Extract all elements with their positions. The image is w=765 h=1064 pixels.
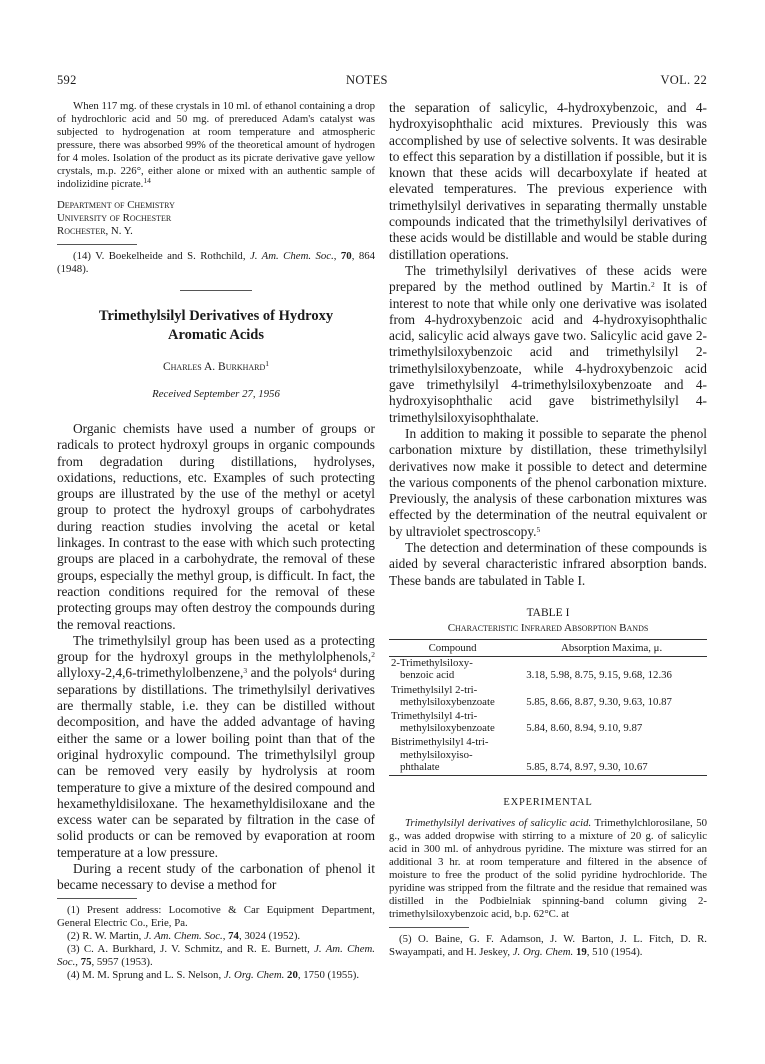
text: It is of interest to note that while only one derivative was isolated from 4-hydroxybenzoic acid and 4-hydroxyisophthalic acid, salicylic acid always gave two. Salicylic acid gave 2-trimethylsiloxybenzoic acid and trimethylsilyl 2-trimethylsiloxybenzoate, while 4-hydroxybenzoic acid gave trimethylsilyl 4-trimethylsiloxybenzoate and 4-hydroxyisophthalic acid gave bistrimethylsilyl 4-trimethylsiloxyisophthalate.	[389, 279, 708, 425]
text: during separations by distillations. The trimethylsilyl derivatives are thermally stable, i.e. they can be distilled without decomposition, and have the added advantage of having either the same or a lower boiling point than that of the original hydroxylic compound. The trimethylsilyl group can be removed very easily by hydrolysis at room temperature to give a mixture of the desired compound and hexamethyldisiloxane. The hexamethyldisiloxane and the excess water can be separated by filtration in the case of solid products or can be removed by evaporation at room temperature at a low pressure.	[57, 665, 375, 860]
footnotes	[389, 933, 707, 959]
fn-volume: 74	[228, 929, 239, 942]
compound-line: methylsiloxyiso-	[400, 748, 473, 761]
experimental-text: Trimethylchlorosilane, 50 g., was added dropwise with stirring to a mixture of 20 g. of salicylic acid in 300 ml. of anhydrous pyridine. The mixture was stirred for an additional 3 hr. at room temperature and filtered in the absence of moisture to free the product of the solid pyridine hydrochloride. The pyridine was stripped from the filtrate and the residue that remained was distilled in the Podbielniak spinning-band column giving 2-trimethylsiloxybenzoic acid, b.p. 62°C. at	[389, 816, 708, 920]
compound-line: methylsiloxybenzoate	[400, 722, 495, 735]
compound-cell	[389, 710, 516, 736]
affiliation-line: University of Rochester	[57, 212, 172, 224]
absorption-table	[389, 639, 707, 776]
right-column	[389, 100, 707, 959]
experimental-paragraph	[389, 817, 707, 921]
compound-line: 2-Trimethylsiloxy-	[391, 657, 473, 670]
fn-text: , 5957 (1953).	[91, 955, 153, 968]
fn-text: , 864 (1948).	[57, 250, 376, 275]
article-author	[57, 361, 375, 374]
compound-line: Trimethylsilyl 2-tri-	[391, 683, 478, 696]
fn-volume: 75	[80, 955, 92, 968]
article-separator	[180, 290, 252, 291]
text: The trimethylsilyl derivatives of these acids were prepared by the method outlined by Martin.	[389, 262, 707, 295]
affiliation-block	[57, 199, 375, 238]
footnote-rule	[389, 927, 469, 928]
compound-cell	[389, 684, 516, 710]
fn-text: , 510 (1954).	[586, 945, 643, 958]
footnote-ref: 14	[143, 176, 151, 185]
preceding-article-ending	[57, 100, 375, 191]
table-row	[389, 657, 707, 684]
footnote-ref: 1	[265, 359, 270, 368]
paragraph: The detection and determination of these compounds is aided by several characteristic infrared absorption bands. These bands are tabulated in Table I.	[389, 540, 707, 588]
affiliation-line: Department of Chemistry	[57, 199, 175, 211]
table-row	[389, 736, 707, 775]
compound-line: Bistrimethylsilyl 4-tri-	[391, 736, 489, 749]
fn-text: (3) C. A. Burkhard, J. V. Schmitz, and R. E. Burnett,	[67, 942, 315, 955]
article-title: Trimethylsilyl Derivatives of Hydroxy Aromatic Acids	[98, 308, 334, 343]
fn-text: (5) O. Baine, G. F. Adamson, J. W. Barton, J. L. Fitch, D. R. Swayampati, and H. Jeskey,	[389, 932, 707, 958]
paragraph: the separation of salicylic, 4-hydroxybenzoic, and 4-hydroxyisophthalic acid mixtures. Previously this was accomplished by use of selective solvents. It was desirable to effect this separation by a distillation if possible, but it is known that these acids will decarboxylate if heated at elevated temperatures. The previous experience with trimethylsilyl derivatives in separating thermally unstable compounds indicated that the trimethylsilyl derivatives of these acids would be distillable and would be stable during distillation operations.	[389, 100, 707, 262]
footnote-rule	[57, 244, 137, 245]
received-date: Received September 27, 1956	[152, 388, 280, 400]
left-column	[57, 100, 375, 982]
absorption-cell: 5.84, 8.60, 8.94, 9.10, 9.87	[526, 722, 643, 735]
fn-text: , 1750 (1955).	[297, 968, 360, 981]
affiliation-line: Rochester, N. Y.	[57, 225, 133, 237]
fn-text: ,	[75, 955, 81, 968]
volume-number: VOL. 22	[660, 73, 707, 87]
compound-cell	[389, 736, 516, 775]
footnote-14	[57, 250, 375, 276]
footnote-ref: 2	[650, 280, 655, 290]
fn-journal: J. Org. Chem.	[223, 968, 285, 981]
compound-cell	[389, 657, 516, 684]
compound-line: Trimethylsilyl 4-tri-	[391, 709, 478, 722]
fn-text: (4) M. M. Sprung and L. S. Nelson,	[67, 968, 224, 981]
footnote-1	[57, 904, 375, 930]
table-row	[389, 710, 707, 736]
fn-journal: J. Org. Chem.	[512, 945, 574, 958]
footnote-5	[389, 933, 707, 959]
absorption-cell: 3.18, 5.98, 8.75, 9.15, 9.68, 12.36	[526, 669, 672, 682]
fn-text: (14) V. Boekelheide and S. Rothchild,	[73, 250, 250, 262]
text: In addition to making it possible to separate the phenol carbonation mixture by distillation, these trimethylsilyl derivatives now make it possible to detect and determine the various components of the phenol carbonation mixture. Previously, the analysis of these carbonation mixtures was effected by the determination of the neutral equivalent or by ultraviolet spectroscopy.	[389, 425, 707, 539]
fn-journal: J. Am. Chem. Soc.	[249, 250, 334, 262]
author-name: Charles A. Burkhard	[162, 361, 266, 373]
fn-volume: 20	[287, 968, 298, 981]
absorption-cell: 5.85, 8.74, 8.97, 9.30, 10.67	[516, 736, 707, 775]
footnote-ref: 2	[371, 650, 375, 660]
footnote-ref: 5	[536, 524, 541, 534]
fn-text: ,	[333, 250, 341, 262]
fn-text: (2) R. W. Martin,	[67, 929, 145, 942]
footnote-ref: 4	[332, 666, 337, 676]
fn-journal: J. Am. Chem. Soc.	[57, 942, 375, 968]
footnote-3	[57, 943, 375, 969]
text: allyloxy-2,4,6-trimethylolbenzene,	[57, 665, 244, 681]
fn-journal: J. Am. Chem. Soc.	[144, 929, 223, 942]
running-section-title: NOTES	[346, 73, 388, 87]
page-number: 592	[57, 73, 77, 87]
fn-text: (1) Present address: Locomotive & Car Equipment Department, General Electric Co., Erie, Pa.	[57, 903, 375, 929]
compound-line: benzoic acid	[400, 669, 455, 682]
paragraph	[389, 263, 707, 426]
table-row	[389, 684, 707, 710]
paragraph	[389, 426, 707, 540]
table-header-cell: Absorption Maxima, μ.	[516, 639, 707, 656]
footnotes	[57, 904, 375, 982]
compound-line: methylsiloxybenzoate	[400, 695, 495, 708]
paragraph: Organic chemists have used a number of groups or radicals to protect hydroxyl groups in organic compounds from degradation during distillations, hydrolyses, oxidations, reductions, etc. Examples of such protecting groups are illustrated by the use of the methyl or acetyl group to protect the hydroxyl groups of carbohydrates during reaction studies involving the acetal or ketal linkages. In contrast to the ease with which such protecting groups are placed in a carbohydrate, the removal of these groups, especially the methyl group, is difficult. In fact, the reaction conditions required for the removal of these protecting groups may often destroy the compounds during the removal reactions.	[57, 421, 375, 632]
fn-text: , 3024 (1952).	[238, 929, 301, 942]
footnote-4	[57, 969, 375, 982]
section-heading: EXPERIMENTAL	[503, 796, 593, 808]
paragraph: During a recent study of the carbonation of phenol it became necessary to devise a method for	[57, 861, 375, 893]
intro-text: When 117 mg. of these crystals in 10 ml. of ethanol containing a drop of hydrochloric acid and 50 mg. of prereduced Adam's catalyst was subjected to hydrogenation at room temperature and atmospheric pressure, there was absorbed 99% of the theoretical amount of hydrogen for 4 moles. Isolation of the product as its picrate derivative gave yellow crystals, m.p. 226°, either alone or mixed with an authentic sample of indolizidine picrate.	[57, 100, 375, 190]
table-header-row	[389, 639, 707, 656]
text: The trimethylsilyl group has been used as a protecting group for the hydroxyl groups in the methylolphenols,	[57, 632, 375, 665]
table-header-cell: Compound	[389, 639, 516, 656]
fn-volume: 70	[340, 250, 352, 262]
text: and the polyols	[247, 665, 333, 681]
table-label: TABLE I	[526, 606, 570, 619]
fn-volume: 19	[575, 945, 587, 958]
footnote-2	[57, 930, 375, 943]
footnote-rule	[57, 898, 137, 899]
absorption-cell: 5.85, 8.66, 8.87, 9.30, 9.63, 10.87	[526, 695, 672, 708]
fn-text: ,	[222, 929, 229, 942]
footnote-ref: 3	[243, 666, 248, 676]
compound-line: phthalate	[400, 760, 440, 773]
paragraph	[57, 633, 375, 861]
experimental-title: Trimethylsilyl derivatives of salicylic acid.	[405, 816, 592, 829]
table-caption: Characteristic Infrared Absorption Bands	[447, 621, 649, 634]
